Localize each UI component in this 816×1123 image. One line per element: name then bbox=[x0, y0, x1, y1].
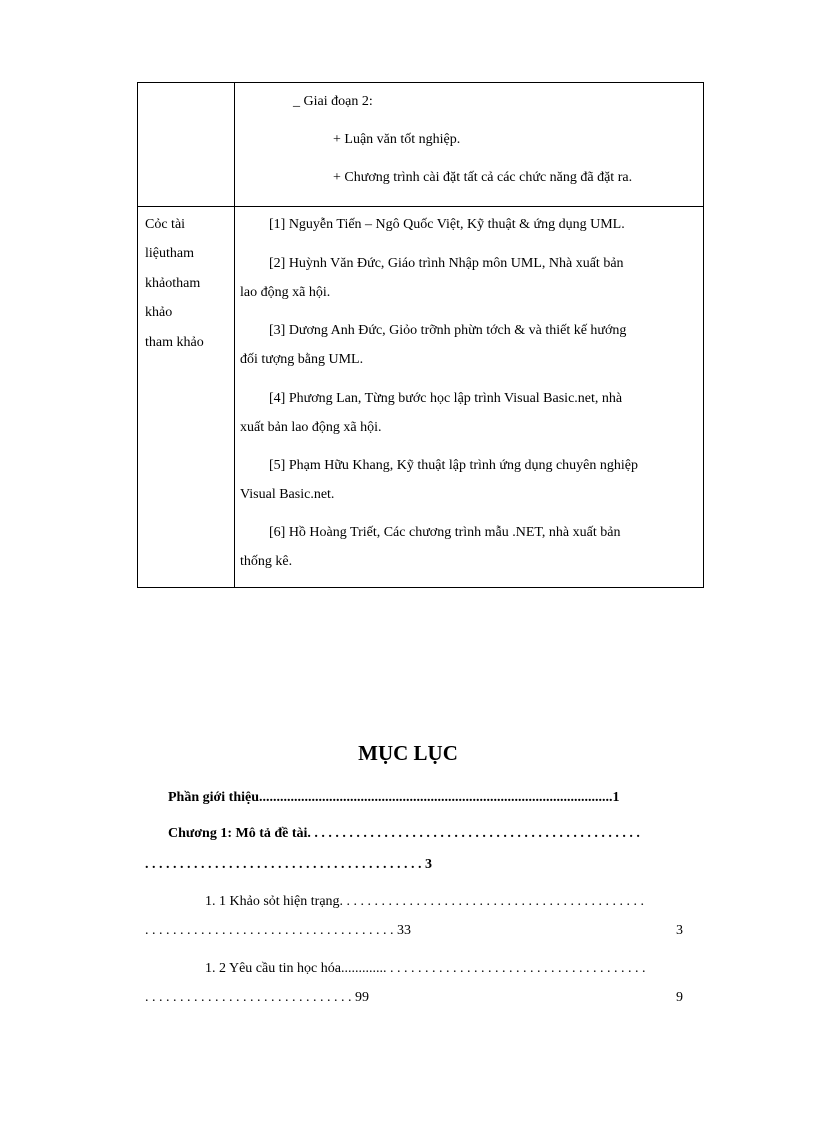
references-label-line: khảo bbox=[145, 305, 173, 320]
toc-entry-1-2[interactable]: 1. 2 Yêu cầu tin học hóa............. . . . . . . . . . . . . . . . . . . . . . . . . . . . . . . . . . . . . . bbox=[205, 961, 646, 976]
reference-4: [4] Phương Lan, Từng bước học lập trình Visual Basic.net, nhà bbox=[269, 391, 623, 406]
references-label-line: Cỏc tài bbox=[145, 217, 186, 232]
reference-6: [6] Hồ Hoàng Triết, Các chương trình mẫu .NET, nhà xuất bản bbox=[269, 525, 621, 540]
toc-entry-chapter-1-cont: . . . . . . . . . . . . . . . . . . . . . . . . . . . . . . . . . . . . . . . . 3 bbox=[145, 857, 432, 872]
reference-5: [5] Phạm Hữu Khang, Kỹ thuật lập trình ứng dụng chuyên nghiệp bbox=[269, 458, 639, 473]
reference-6-cont: thống kê. bbox=[240, 554, 293, 569]
toc-entry-chapter-1[interactable]: Chương 1: Mô tả đề tài. . . . . . . . . . . . . . . . . . . . . . . . . . . . . . . . . . . . . . . . . . . . . . . . bbox=[168, 826, 640, 841]
reference-2-cont: lao động xã hội. bbox=[240, 285, 331, 300]
toc-entry-1-1[interactable]: 1. 1 Khảo sỏt hiện trạng. . . . . . . . . . . . . . . . . . . . . . . . . . . . . . . . . . . . . . . . . . . . bbox=[205, 894, 645, 909]
reference-5-cont: Visual Basic.net. bbox=[240, 487, 335, 502]
toc-title: MỤC LỤC bbox=[358, 741, 458, 765]
toc-entry-1-2-cont: . . . . . . . . . . . . . . . . . . . . . . . . . . . . . . 99 bbox=[145, 990, 369, 1005]
toc-entry-1-1-cont: . . . . . . . . . . . . . . . . . . . . . . . . . . . . . . . . . . . . 33 bbox=[145, 923, 411, 938]
references-label-line: liệutham bbox=[145, 246, 194, 261]
phase-2-item-thesis: + Luận văn tốt nghiệp. bbox=[333, 132, 461, 147]
toc-entry-1-1-page: 3 bbox=[676, 923, 683, 938]
table-row-divider bbox=[138, 206, 703, 207]
phase-2-item-program: + Chương trình cài đặt tất cả các chức năng đã đặt ra. bbox=[333, 170, 633, 185]
toc-entry-1-2-page: 9 bbox=[676, 990, 683, 1005]
reference-2: [2] Huỳnh Văn Đức, Giáo trình Nhập môn UML, Nhà xuất bản bbox=[269, 256, 624, 271]
reference-3-cont: đối tượng bằng UML. bbox=[240, 352, 364, 367]
phase-2-heading: _ Giai đoạn 2: bbox=[293, 94, 373, 109]
table-column-divider bbox=[234, 83, 235, 587]
document-table bbox=[137, 82, 704, 588]
references-label-line: tham khảo bbox=[145, 335, 204, 350]
reference-4-cont: xuất bản lao động xã hội. bbox=[240, 420, 382, 435]
references-label-line: khảotham bbox=[145, 276, 201, 291]
toc-entry-introduction[interactable]: Phần giới thiệu.....................................................................................................1 bbox=[168, 790, 620, 805]
reference-1: [1] Nguyễn Tiến – Ngô Quốc Việt, Kỹ thuật & ứng dụng UML. bbox=[269, 217, 625, 232]
reference-3: [3] Dương Anh Đức, Giỏo trỡnh phừn tớch & và thiết kế hướng bbox=[269, 323, 627, 338]
